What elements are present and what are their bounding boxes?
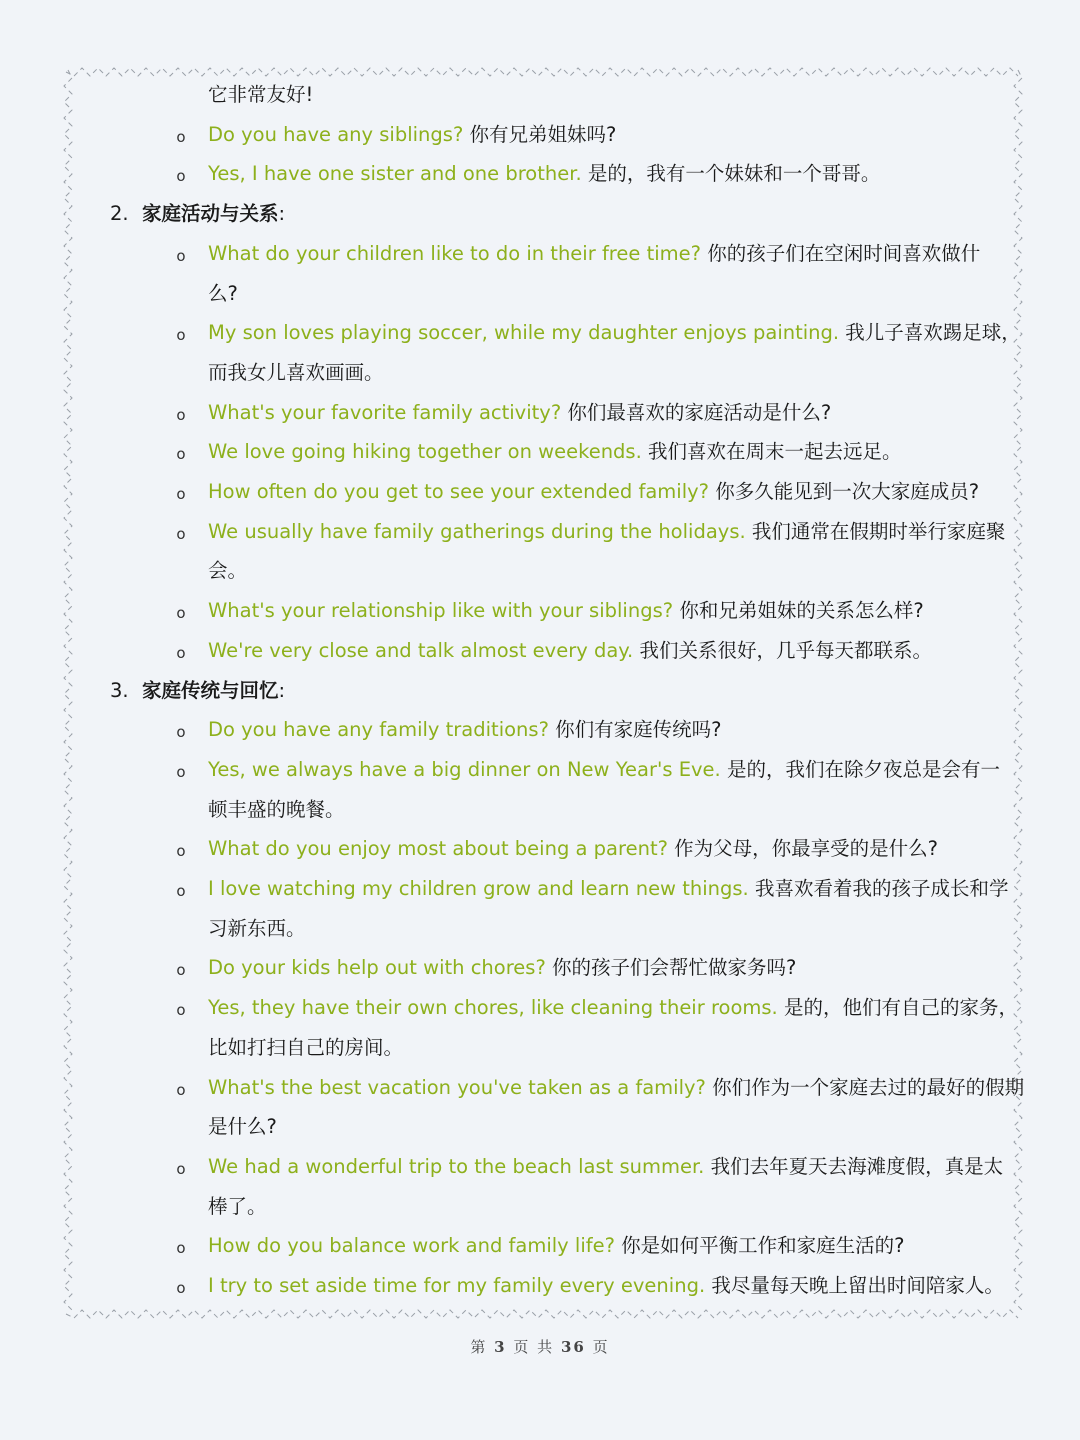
english-sentence: Yes, we always have a big dinner on New Year's Eve. bbox=[208, 757, 721, 781]
list-bullet: o bbox=[176, 1001, 186, 1020]
chinese-translation: 你有兄弟姐妹吗? bbox=[469, 122, 617, 146]
english-sentence: How often do you get to see your extended family? bbox=[208, 480, 710, 503]
english-sentence: Yes, I have one sister and one brother. bbox=[208, 162, 582, 186]
list-item bbox=[208, 313, 1021, 353]
list-item-continuation bbox=[208, 1107, 277, 1147]
chinese-translation: 比如打扫自己的房间。 bbox=[208, 1035, 404, 1059]
english-sentence: How do you balance work and family life? bbox=[208, 1234, 615, 1258]
english-sentence: What's your relationship like with your siblings? bbox=[208, 599, 674, 623]
english-sentence: Do you have any family traditions? bbox=[208, 718, 549, 742]
list-bullet: o bbox=[176, 1239, 186, 1258]
list-item-continuation bbox=[208, 1028, 403, 1068]
english-sentence: My son loves playing soccer, while my daughter enjoys painting. bbox=[208, 321, 840, 345]
chinese-translation: 你的孩子们在空闲时间喜欢做什 bbox=[707, 241, 981, 265]
chinese-translation: 我儿子喜欢踢足球， bbox=[845, 321, 1021, 345]
chinese-translation: 作为父母，你最享受的是什么? bbox=[674, 837, 939, 861]
list-bullet: o bbox=[176, 127, 186, 146]
list-item-continuation bbox=[208, 75, 313, 115]
list-bullet: o bbox=[176, 405, 186, 424]
border-zigzag bbox=[64, 70, 72, 1310]
list-item bbox=[208, 432, 902, 472]
chinese-translation: 你多久能见到一次大家庭成员? bbox=[715, 480, 980, 503]
list-bullet: o bbox=[176, 524, 186, 543]
chinese-translation: 是的，我有一个妹妹和一个哥哥。 bbox=[587, 162, 881, 186]
list-item bbox=[208, 1266, 1004, 1306]
chinese-translation: 你们最喜欢的家庭活动是什么? bbox=[567, 400, 832, 424]
list-item bbox=[208, 750, 1000, 790]
english-sentence: What do you enjoy most about being a parent? bbox=[208, 837, 668, 861]
border-zigzag bbox=[66, 1310, 1018, 1318]
chinese-translation: 你是如何平衡工作和家庭生活的? bbox=[621, 1234, 905, 1258]
list-bullet: o bbox=[176, 643, 186, 662]
list-item bbox=[208, 591, 924, 631]
list-bullet: o bbox=[176, 326, 186, 345]
list-item bbox=[208, 948, 796, 988]
chinese-translation: 么? bbox=[208, 281, 238, 305]
english-sentence: We're very close and talk almost every day. bbox=[208, 638, 634, 662]
list-item-continuation bbox=[208, 790, 345, 830]
english-sentence: Do you have any siblings? bbox=[208, 122, 464, 146]
list-bullet: o bbox=[176, 842, 186, 861]
chinese-translation: 你的孩子们会帮忙做家务吗? bbox=[552, 956, 797, 980]
list-item bbox=[208, 1068, 1024, 1108]
english-sentence: We had a wonderful trip to the beach last summer. bbox=[208, 1154, 705, 1178]
chinese-translation: 是的，我们在除夕夜总是会有一 bbox=[726, 757, 1000, 781]
list-item-continuation bbox=[208, 274, 238, 314]
list-bullet: o bbox=[176, 167, 186, 186]
chinese-translation: 棒了。 bbox=[208, 1194, 267, 1218]
list-item bbox=[208, 512, 1005, 552]
chinese-translation: 顿丰盛的晚餐。 bbox=[208, 797, 345, 821]
current-page-number: 3 bbox=[494, 1338, 507, 1356]
list-bullet: o bbox=[176, 882, 186, 900]
footer-suffix: 页 bbox=[592, 1338, 610, 1356]
list-item-continuation bbox=[208, 909, 306, 949]
section-colon: : bbox=[278, 202, 286, 226]
list-bullet: o bbox=[176, 485, 186, 503]
page-footer bbox=[0, 1336, 1080, 1357]
english-sentence: What's your favorite family activity? bbox=[208, 400, 562, 424]
list-item bbox=[208, 472, 979, 512]
section-number: 2. bbox=[110, 202, 129, 226]
list-item bbox=[208, 1147, 1003, 1187]
chinese-translation: 会。 bbox=[208, 559, 248, 583]
list-bullet: o bbox=[176, 762, 186, 781]
english-sentence: I try to set aside time for my family every evening. bbox=[208, 1274, 706, 1297]
chinese-translation: 而我女儿喜欢画画。 bbox=[208, 360, 384, 384]
chinese-translation: 是什么? bbox=[208, 1115, 277, 1139]
footer-page-word: 页 bbox=[513, 1338, 531, 1356]
list-item bbox=[208, 393, 831, 433]
english-sentence: Yes, they have their own chores, like cleaning their rooms. bbox=[208, 996, 778, 1020]
english-sentence: I love watching my children grow and learn new things. bbox=[208, 877, 749, 900]
border-zigzag bbox=[1014, 70, 1022, 1310]
list-item-continuation bbox=[208, 551, 247, 591]
list-bullet: o bbox=[176, 604, 186, 623]
list-bullet: o bbox=[176, 961, 186, 980]
list-item-continuation bbox=[208, 353, 384, 393]
chinese-translation: 你们作为一个家庭去过的最好的假期 bbox=[712, 1075, 1025, 1099]
chinese-translation: 习新东西。 bbox=[208, 916, 306, 940]
chinese-translation: 你和兄弟姐妹的关系怎么样? bbox=[679, 599, 924, 623]
section-heading bbox=[110, 194, 285, 234]
list-item bbox=[208, 829, 938, 869]
list-bullet: o bbox=[176, 246, 186, 265]
list-bullet: o bbox=[176, 1080, 186, 1099]
chinese-translation: 是的，他们有自己的家务， bbox=[783, 996, 1018, 1020]
section-colon: : bbox=[278, 678, 286, 702]
english-sentence: We love going hiking together on weekends. bbox=[208, 440, 642, 464]
english-sentence: Do your kids help out with chores? bbox=[208, 956, 546, 980]
chinese-translation: 它非常友好! bbox=[208, 83, 314, 106]
english-sentence: What's the best vacation you've taken as a family? bbox=[208, 1075, 706, 1099]
chinese-translation: 我们去年夏天去海滩度假，真是太 bbox=[710, 1154, 1004, 1178]
chinese-translation: 我们通常在假期时举行家庭聚 bbox=[751, 519, 1006, 543]
chinese-translation: 我们关系很好，几乎每天都联系。 bbox=[639, 638, 932, 662]
list-bullet: o bbox=[176, 723, 186, 742]
list-item bbox=[208, 154, 880, 194]
document-page bbox=[62, 66, 1024, 1320]
english-sentence: We usually have family gatherings during the holidays. bbox=[208, 519, 746, 543]
chinese-translation: 我们喜欢在周末一起去远足。 bbox=[648, 440, 902, 464]
list-item bbox=[208, 988, 1018, 1028]
section-title: 家庭传统与回忆 bbox=[142, 678, 279, 702]
chinese-translation: 我喜欢看着我的孩子成长和学 bbox=[754, 877, 1009, 900]
list-item bbox=[208, 869, 1008, 909]
list-bullet: o bbox=[176, 1279, 186, 1297]
footer-prefix: 第 bbox=[470, 1338, 488, 1356]
list-item bbox=[208, 234, 980, 274]
total-page-count: 36 bbox=[560, 1338, 586, 1356]
list-item bbox=[208, 115, 616, 155]
list-bullet: o bbox=[176, 1159, 186, 1178]
list-bullet: o bbox=[176, 445, 186, 464]
list-item bbox=[208, 631, 932, 671]
footer-total-word: 共 bbox=[537, 1338, 555, 1356]
chinese-translation: 你们有家庭传统吗? bbox=[555, 718, 722, 742]
section-title: 家庭活动与关系 bbox=[142, 202, 279, 226]
section-number: 3. bbox=[110, 678, 129, 702]
list-item bbox=[208, 710, 721, 750]
english-sentence: What do your children like to do in their free time? bbox=[208, 241, 701, 265]
list-item bbox=[208, 1226, 905, 1266]
chinese-translation: 我尽量每天晚上留出时间陪家人。 bbox=[711, 1274, 1004, 1297]
section-heading bbox=[110, 671, 285, 711]
list-item-continuation bbox=[208, 1187, 267, 1227]
